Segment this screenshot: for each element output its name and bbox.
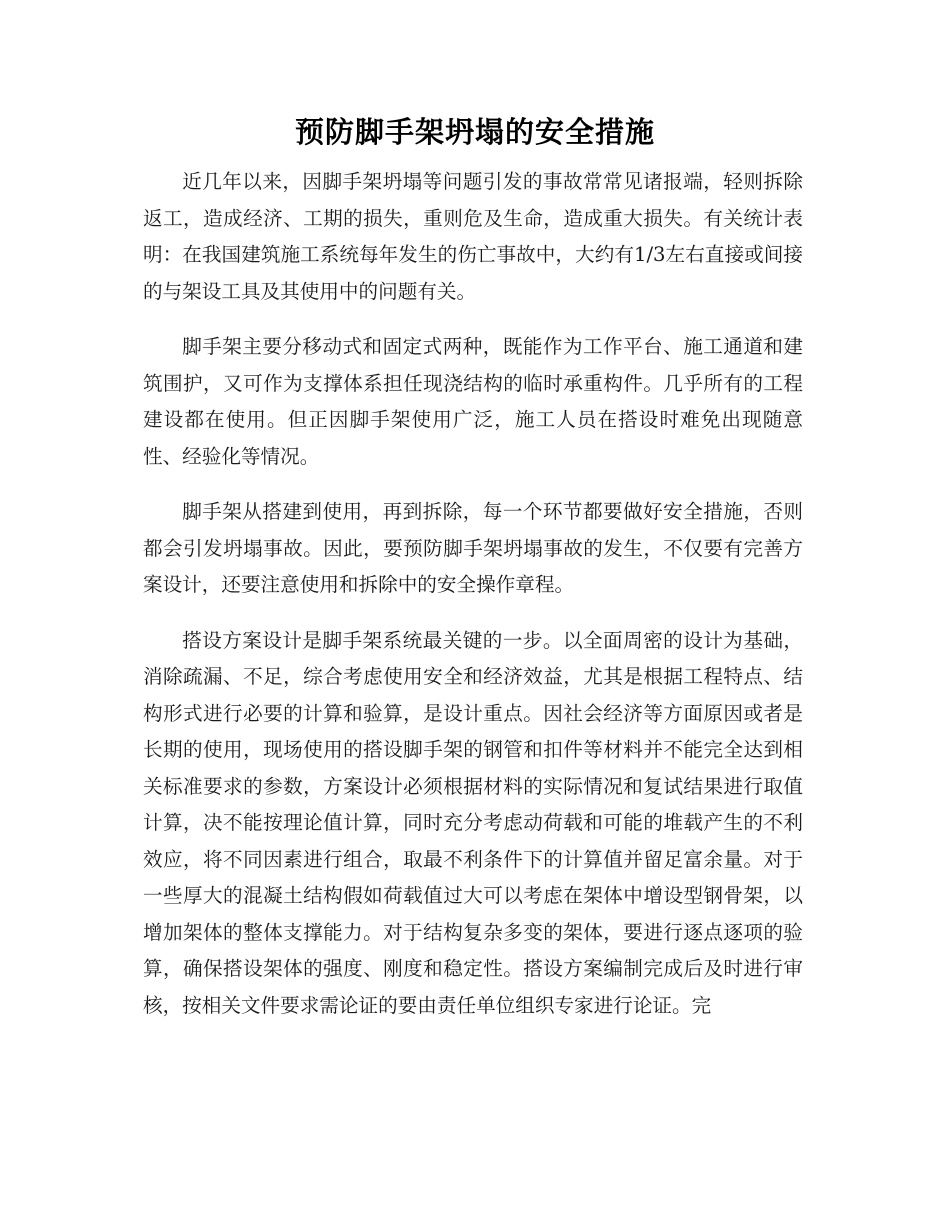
paragraph-intro: 近几年以来，因脚手架坍塌等问题引发的事故常常见诸报端，轻则拆除返工，造成经济、工期的损失，重则危及生命，造成重大损失。有关统计表明：在我国建筑施工系统每年发生的伤亡事故中，大约有1/3左右直接或间接的与架设工具及其使用中的问题有关。 bbox=[143, 170, 803, 303]
paragraph-safety-stages: 脚手架从搭建到使用，再到拆除，每一个环节都要做好安全措施，否则都会引发坍塌事故。因此，要预防脚手架坍塌事故的发生，不仅要有完善方案设计，还要注意使用和拆除中的安全操作章程。 bbox=[143, 500, 803, 596]
paragraph-scaffold-types: 脚手架主要分移动式和固定式两种，既能作为工作平台、施工通道和建筑围护，又可作为支撑体系担任现浇结构的临时承重构件。几乎所有的工程建设都在使用。但正因脚手架使用广泛，施工人员在搭设时难免出现随意性、经验化等情况。 bbox=[143, 335, 803, 468]
document-title: 预防脚手架坍塌的安全措施 bbox=[294, 115, 655, 149]
document-body bbox=[143, 164, 803, 1043]
paragraph-design-plan: 搭设方案设计是脚手架系统最关键的一步。以全面周密的设计为基础，消除疏漏、不足，综合考虑使用安全和经济效益，尤其是根据工程特点、结构形式进行必要的计算和验算，是设计重点。因社会经济等方面原因或者是长期的使用，现场使用的搭设脚手架的钢管和扣件等材料并不能完全达到相关标准要求的参数，方案设计必须根据材料的实际情况和复试结果进行取值计算，决不能按理论值计算，同时充分考虑动荷载和可能的堆载产生的不利效应，将不同因素进行组合，取最不利条件下的计算值并留足富余量。对于一些厚大的混凝土结构假如荷载值过大可以考虑在架体中增设型钢骨架，以增加架体的整体支撑能力。对于结构复杂多变的架体，要进行逐点逐项的验算，确保搭设架体的强度、刚度和稳定性。搭设方案编制完成后及时进行审核，按相关文件要求需论证的要由责任单位组织专家进行论证。完 bbox=[143, 628, 803, 1017]
